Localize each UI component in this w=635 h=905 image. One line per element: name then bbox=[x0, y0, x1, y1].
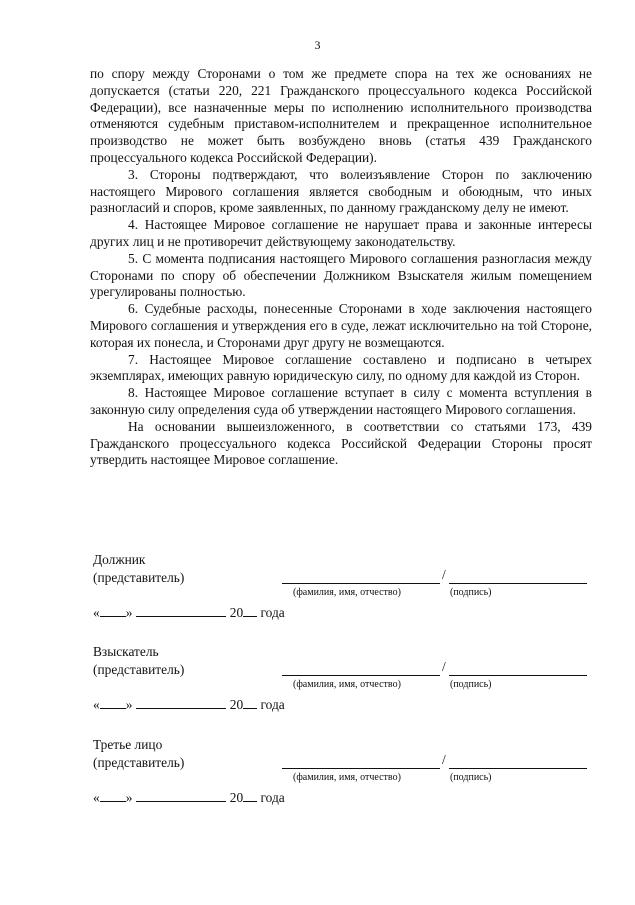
month-blank bbox=[136, 604, 226, 617]
name-hint: (фамилия, имя, отчество) bbox=[293, 587, 401, 598]
date-line bbox=[93, 789, 285, 806]
name-hint: (фамилия, имя, отчество) bbox=[293, 772, 401, 783]
century: 20 bbox=[229, 697, 244, 712]
date-open-quote: « bbox=[93, 790, 100, 805]
date-line bbox=[93, 696, 285, 713]
signature-role: Взыскатель bbox=[93, 644, 159, 659]
paragraph-5: 5. С момента подписания настоящего Мирового соглашения разногласия между Сторонами по спору об обеспечении Должником Взыскателя жилым помещением урегулированы полностью. bbox=[90, 250, 592, 300]
paragraph-conclusion: На основании вышеизложенного, в соответствии со статьями 173, 439 Гражданского процессуального кодекса Российской Федерации Стороны просят утвердить настоящее Мировое соглашение. bbox=[90, 418, 592, 468]
century: 20 bbox=[229, 790, 244, 805]
paragraph-continuation: по спору между Сторонами о том же предмете спора на тех же основаниях не допускается (статьи 220, 221 Гражданского процессуального кодекса Российской Федерации), все назначенные меры по исполнению исполнительного производства отменяются судебным приставом-исполнителем и прекращенное исполнительное производство не может быть возбуждено вновь (статья 439 Гражданского процессуального кодекса Российской Федерации). bbox=[90, 66, 592, 165]
paragraph-4: 4. Настоящее Мировое соглашение не нарушает права и законные интересы других лиц и не противоречит действующему законодательству. bbox=[90, 217, 592, 249]
signature-slash: / bbox=[442, 567, 446, 582]
day-blank bbox=[100, 604, 126, 617]
name-line bbox=[282, 674, 440, 676]
signature-line bbox=[449, 767, 587, 769]
signature-line bbox=[449, 582, 587, 584]
sign-hint: (подпись) bbox=[450, 587, 492, 598]
paragraph-7: 7. Настоящее Мировое соглашение составлено и подписано в четырех экземплярах, имеющих равную юридическую силу, по одному для каждой из Сторон. bbox=[90, 351, 592, 384]
date-open-quote: « bbox=[93, 697, 100, 712]
paragraph-3: 3. Стороны подтверждают, что волеизъявление Сторон по заключению настоящего Мирового соглашения является свободным и обоюдным, что иных разногласий и споров, кроме заявленных, по данному гражданскому делу не имеют. bbox=[90, 166, 592, 216]
sign-hint: (подпись) bbox=[450, 772, 492, 783]
year-blank bbox=[243, 789, 257, 802]
paragraph-8: 8. Настоящее Мировое соглашение вступает в силу с момента вступления в законную силу определения суда об утверждении настоящего Мирового соглашения. bbox=[90, 385, 592, 417]
signature-line bbox=[449, 674, 587, 676]
name-line bbox=[282, 582, 440, 584]
signature-role: Третье лицо bbox=[93, 737, 163, 752]
year-blank bbox=[243, 696, 257, 709]
century: 20 bbox=[229, 605, 244, 620]
paragraph-6: 6. Судебные расходы, понесенные Сторонами в ходе заключения настоящего Мирового соглашения и утверждения его в суде, лежат исключительно на той Стороне, которая их понесла, и Сторонами друг другу не возмещаются. bbox=[90, 301, 592, 350]
date-close-quote: » bbox=[125, 697, 133, 712]
name-hint: (фамилия, имя, отчество) bbox=[293, 679, 401, 690]
page-number: 3 bbox=[314, 38, 321, 52]
signature-slash: / bbox=[442, 752, 446, 767]
agreement-body bbox=[90, 66, 592, 469]
signature-representative: (представитель) bbox=[93, 755, 185, 770]
date-line bbox=[93, 604, 285, 621]
signature-role: Должник bbox=[93, 552, 146, 567]
day-blank bbox=[100, 789, 126, 802]
sign-hint: (подпись) bbox=[450, 679, 492, 690]
date-close-quote: » bbox=[125, 790, 133, 805]
date-open-quote: « bbox=[93, 605, 100, 620]
month-blank bbox=[136, 696, 226, 709]
date-close-quote: » bbox=[125, 605, 133, 620]
signature-representative: (представитель) bbox=[93, 570, 185, 585]
name-line bbox=[282, 767, 440, 769]
month-blank bbox=[136, 789, 226, 802]
day-blank bbox=[100, 696, 126, 709]
year-word: года bbox=[260, 605, 285, 620]
year-word: года bbox=[260, 697, 285, 712]
year-word: года bbox=[260, 790, 285, 805]
year-blank bbox=[243, 604, 257, 617]
signature-slash: / bbox=[442, 659, 446, 674]
signature-representative: (представитель) bbox=[93, 662, 185, 677]
